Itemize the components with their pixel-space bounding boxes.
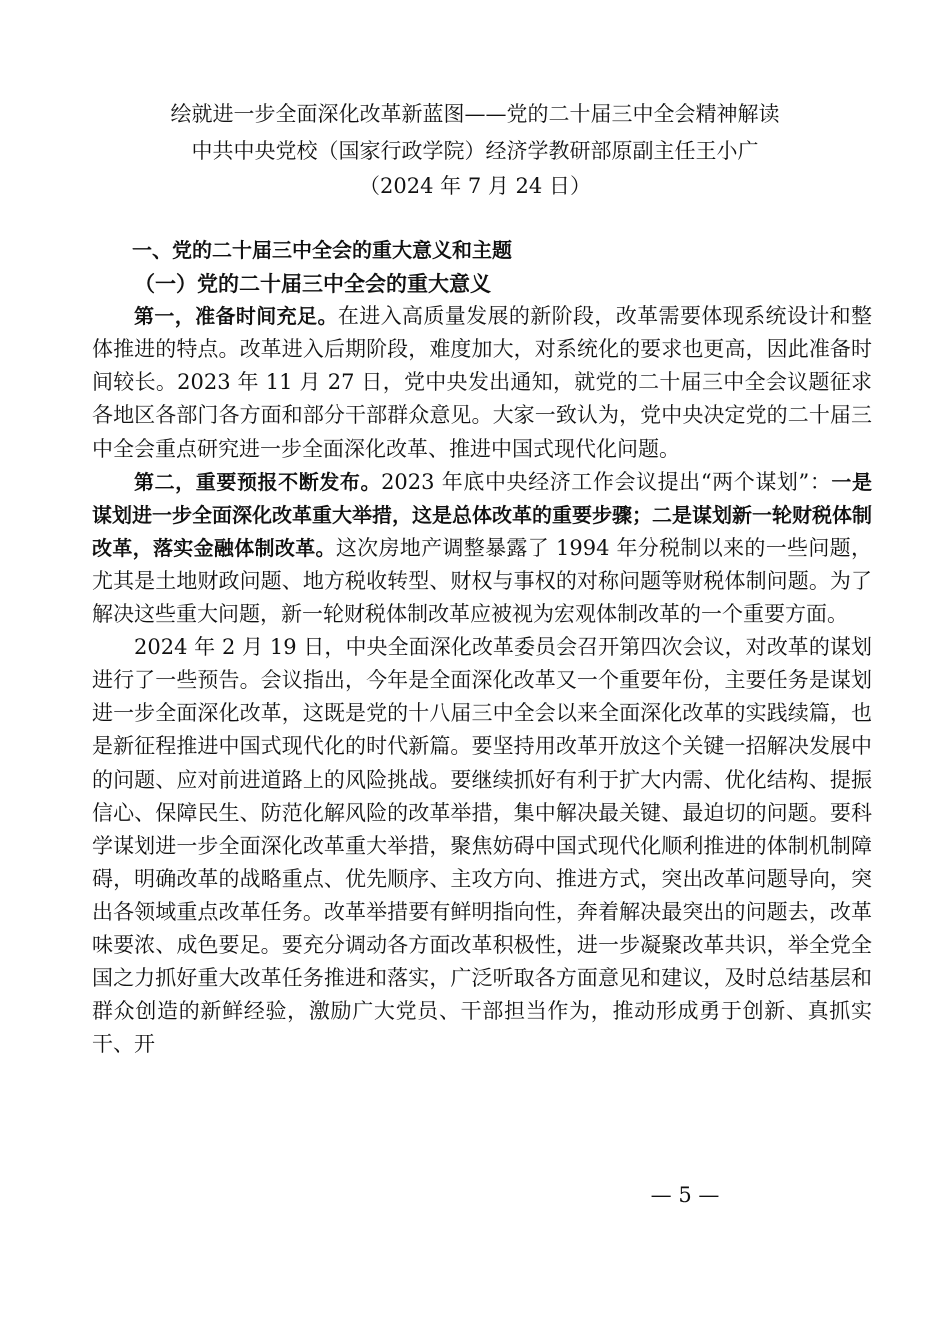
paragraph-2 xyxy=(92,466,872,631)
paragraph-1 xyxy=(92,300,872,465)
document-title: 绘就进一步全面深化改革新蓝图——党的二十届三中全会精神解读 xyxy=(170,102,780,126)
section-heading: 一、党的二十届三中全会的重大意义和主题 xyxy=(132,238,512,262)
page-number: — 5 — xyxy=(650,1183,720,1207)
paragraph-2-lead: 第二，重要预报不断发布。 xyxy=(134,469,382,494)
paragraph-2-bold: 一是谋划进一步全面深化改革重大举措，这是总体改革的重要步骤；二是谋划新一轮财税体制改革，落实金融体制改革。 xyxy=(92,469,873,560)
body-text xyxy=(92,234,872,1061)
author-line: 中共中央党校（国家行政学院）经济学教研部原副主任王小广 xyxy=(191,139,759,163)
subsection-heading: （一）党的二十届三中全会的重大意义 xyxy=(134,271,491,297)
paragraph-2-text-a: 2023 年底中央经济工作会议提出“两个谋划”： xyxy=(381,469,832,494)
paragraph-3 xyxy=(92,631,872,1061)
paragraph-3-text: 2024 年 2 月 19 日，中央全面深化改革委员会召开第四次会议，对改革的谋划进行了一些预告。会议指出，今年是全面深化改革又一个重要年份，主要任务是谋划进一步全面深化改革，这既是党的十八届三中全会以来全面深化改革的实践续篇，也是新征程推进中国式现代化的时代新篇。要坚持用改革开放这个关键一招解决发展中的问题、应对前进道路上的风险挑战。要继续抓好有利于扩大内需、优化结构、提振信心、保障民生、防范化解风险的改革举措，集中解决最关键、最迫切的问题。要科学谋划进一步全面深化改革重大举措，聚焦妨碍中国式现代化顺利推进的体制机制障碍，明确改革的战略重点、优先顺序、主攻方向、推进方式，突出改革问题导向，突出各领域重点改革任务。改革举措要有鲜明指向性，奔着解决最突出的问题去，改革味要浓、成色要足。要充分调动各方面改革积极性，进一步凝聚改革共识，举全党全国之力抓好重大改革任务推进和落实，广泛听取各方面意见和建议，及时总结基层和群众创造的新鲜经验，激励广大党员、干部担当作为，推动形成勇于创新、真抓实干、开 xyxy=(92,635,872,1057)
paragraph-2-text-b: 这次房地产调整暴露了 1994 年分税制以来的一些问题，尤其是土地财政问题、地方税收转型、财权与事权的对称问题等财税体制问题。为了解决这些重大问题，新一轮财税体制改革应被视为宏观体制改革的一个重要方面。 xyxy=(92,535,872,627)
paragraph-1-text: 在进入高质量发展的新阶段，改革需要体现系统设计和整体推进的特点。改革进入后期阶段，难度加大，对系统化的要求也更高，因此准备时间较长。2023 年 11 月 27 日，党中央发出通知，就党的二十届三中全会议题征求各地区各部门各方面和部分干部群众意见。大家一致认为，党中央决定党的二十届三中全会重点研究进一步全面深化改革、推进中国式现代化问题。 xyxy=(92,304,873,461)
date-line: （2024 年 7 月 24 日） xyxy=(359,174,591,198)
paragraph-1-lead: 第一，准备时间充足。 xyxy=(134,304,338,329)
